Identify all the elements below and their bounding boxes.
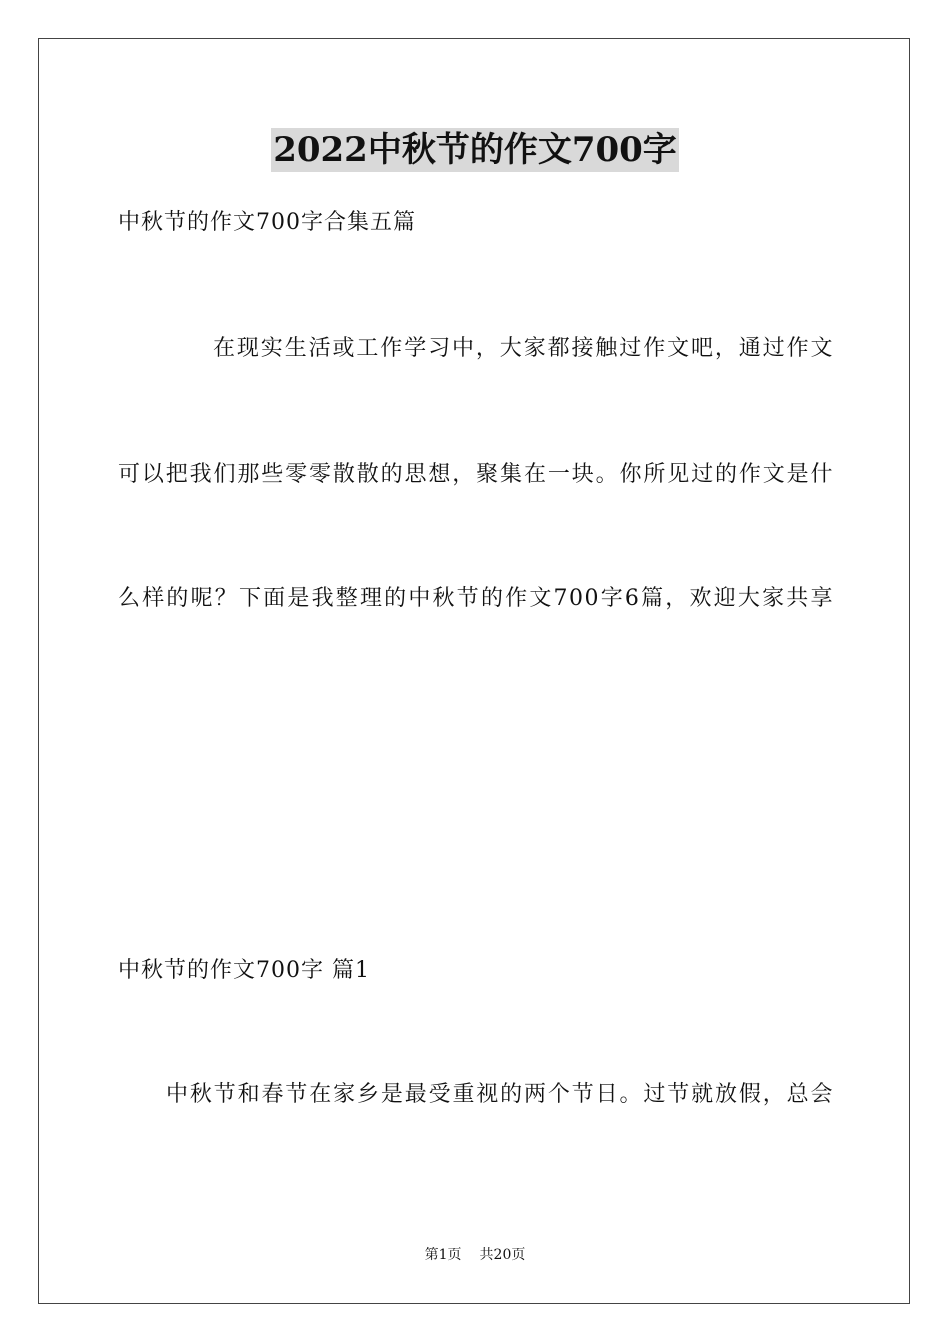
intro-line-2: 可以把我们那些零零散散的思想，聚集在一块。你所见过的作文是什 (118, 462, 834, 487)
section-line-1: 中秋节和春节在家乡是最受重视的两个节日。过节就放假，总会 (166, 1082, 834, 1107)
document-subtitle: 中秋节的作文700字合集五篇 (118, 210, 416, 235)
section-heading: 中秋节的作文700字 篇1 (118, 958, 370, 983)
page-footer (0, 1245, 950, 1265)
title-container (0, 128, 950, 172)
page-total: 共20页 (479, 1247, 526, 1263)
intro-line-3: 么样的呢？下面是我整理的中秋节的作文700字6篇，欢迎大家共享 (118, 586, 834, 611)
page-number: 第1页 (424, 1247, 462, 1263)
intro-line-1: 在现实生活或工作学习中，大家都接触过作文吧，通过作文 (213, 336, 834, 361)
document-title: 2022中秋节的作文700字 (273, 130, 677, 170)
